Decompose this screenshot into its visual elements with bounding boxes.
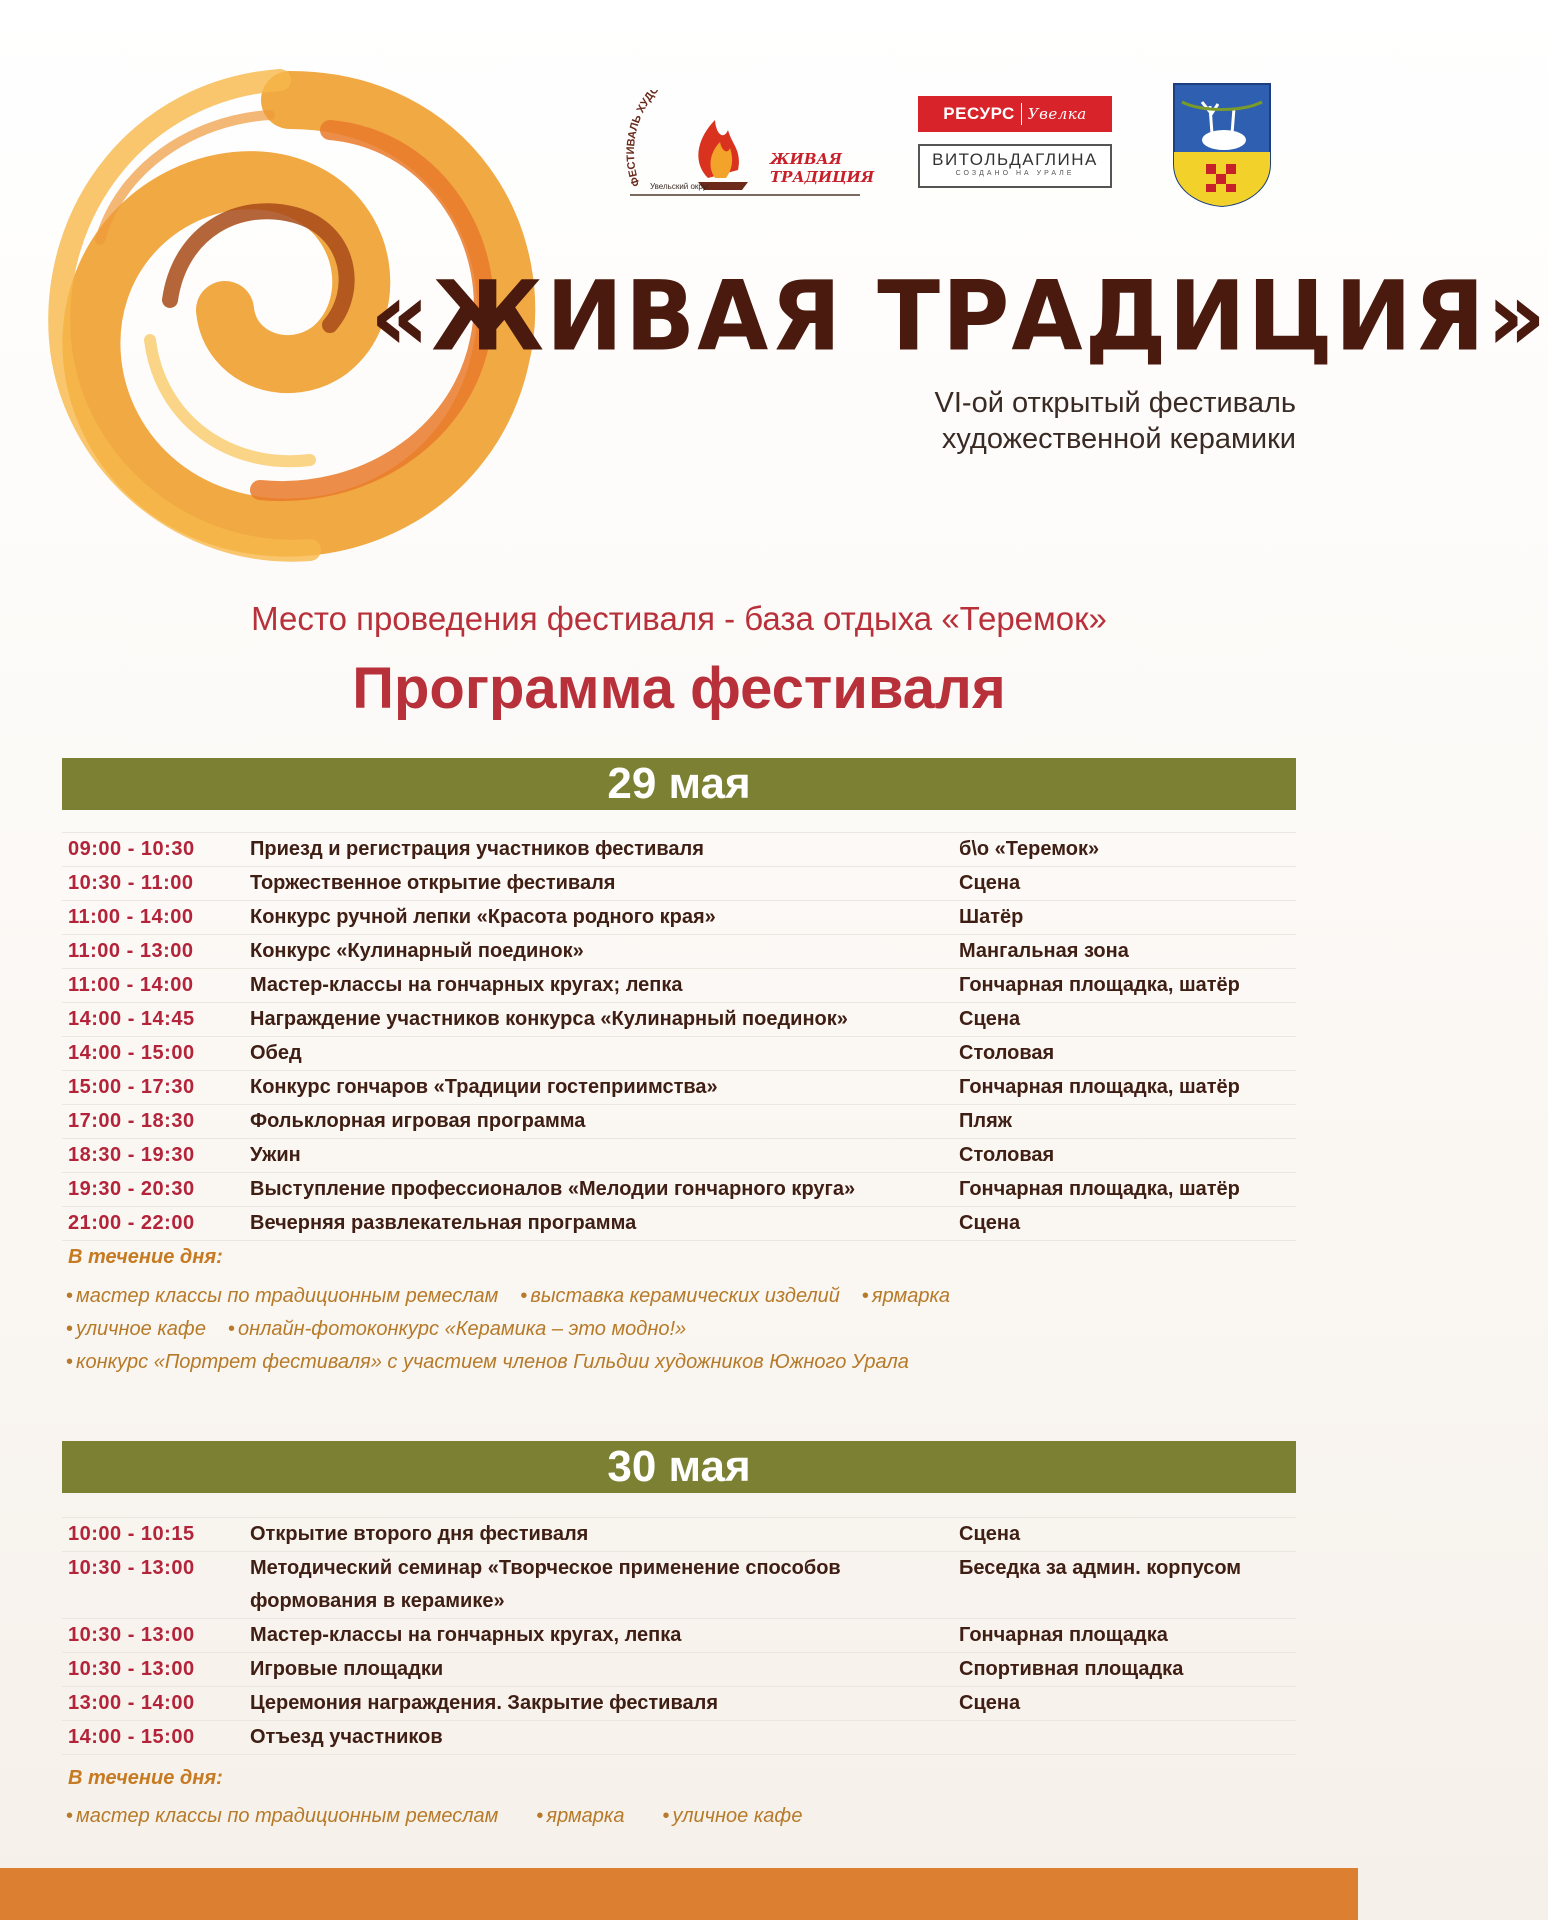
schedule-place: Сцена — [959, 1692, 1021, 1714]
day-2-during-label: В течение дня: — [68, 1767, 223, 1789]
schedule-row — [62, 1172, 1296, 1206]
day-2-header: 30 мая — [62, 1441, 1296, 1493]
schedule-place: Сцена — [959, 1008, 1021, 1030]
schedule-row — [62, 934, 1296, 968]
festival-logo-name: ЖИВАЯ ТРАДИЦИЯ — [770, 150, 875, 186]
schedule-time: 09:00 - 10:30 — [68, 838, 195, 860]
schedule-row — [62, 1551, 1296, 1618]
day-1-during-label: В течение дня: — [68, 1246, 223, 1268]
schedule-event: Фольклорная игровая программа — [250, 1110, 586, 1132]
schedule-row — [62, 900, 1296, 934]
schedule-event: Приезд и регистрация участников фестиваля — [250, 838, 704, 860]
schedule-place: Сцена — [959, 872, 1021, 894]
schedule-event: Игровые площадки — [250, 1658, 444, 1680]
schedule-row — [62, 1686, 1296, 1720]
during-line — [66, 1280, 1296, 1313]
schedule-place: Мангальная зона — [959, 940, 1129, 962]
schedule-time: 11:00 - 14:00 — [68, 974, 194, 996]
schedule-place: Гончарная площадка, шатёр — [959, 974, 1240, 996]
during-line — [66, 1346, 1296, 1379]
schedule-place: Гончарная площадка — [959, 1624, 1168, 1646]
day-1-header: 29 мая — [62, 758, 1296, 810]
during-item: • уличное кафе — [663, 1800, 803, 1833]
during-item: • конкурс «Портрет фестиваля» с участием членов Гильдии художников Южного Урала — [66, 1346, 909, 1379]
schedule-place: Беседка за админ. корпусом — [959, 1557, 1242, 1579]
schedule-row — [62, 866, 1296, 900]
schedule-event: Открытие второго дня фестиваля — [250, 1523, 589, 1545]
during-item: • уличное кафе — [66, 1313, 206, 1346]
schedule-time: 18:30 - 19:30 — [68, 1144, 195, 1166]
schedule-row — [62, 832, 1296, 866]
schedule-time: 14:00 - 14:45 — [68, 1008, 195, 1030]
schedule-event: Обед — [250, 1042, 302, 1064]
schedule-time: 13:00 - 14:00 — [68, 1692, 195, 1714]
schedule-event: Конкурс ручной лепки «Красота родного края» — [250, 906, 716, 928]
schedule-event: Торжественное открытие фестиваля — [250, 872, 616, 894]
schedule-time: 15:00 - 17:30 — [68, 1076, 195, 1098]
festival-logo-district: Увельский округ — [650, 182, 710, 191]
festival-title: «ЖИВАЯ ТРАДИЦИЯ» — [370, 260, 1548, 373]
schedule-place: б\о «Теремок» — [959, 838, 1100, 860]
during-item: • выставка керамических изделий — [520, 1280, 840, 1313]
schedule-place: Столовая — [959, 1042, 1055, 1064]
schedule-row — [62, 1618, 1296, 1652]
during-line — [66, 1313, 1296, 1346]
during-item: • мастер классы по традиционным ремеслам — [66, 1800, 498, 1833]
schedule-event: Церемония награждения. Закрытие фестиваля — [250, 1692, 718, 1714]
schedule-row — [62, 1517, 1296, 1551]
sponsor-resurs-logo — [918, 96, 1112, 132]
day-1-schedule — [62, 832, 1296, 1241]
day-2-schedule — [62, 1517, 1296, 1755]
schedule-place: Шатёр — [959, 906, 1024, 928]
schedule-place: Сцена — [959, 1212, 1021, 1234]
coat-of-arms-icon — [1172, 82, 1272, 208]
schedule-time: 21:00 - 22:00 — [68, 1212, 195, 1234]
schedule-event: Методический семинар «Творческое применение способов формования в керамике» — [250, 1557, 841, 1612]
schedule-row — [62, 1138, 1296, 1172]
sponsor-vitoldaglina-tagline: СОЗДАНО НА УРАЛЕ — [955, 170, 1075, 177]
sponsor-vitoldaglina-logo — [918, 144, 1112, 188]
during-item: • ярмарка — [536, 1800, 624, 1833]
schedule-row — [62, 1070, 1296, 1104]
schedule-row — [62, 1206, 1296, 1241]
schedule-event: Вечерняя развлекательная программа — [250, 1212, 637, 1234]
schedule-event: Выступление профессионалов «Мелодии гончарного круга» — [250, 1178, 856, 1200]
venue-line: Место проведения фестиваля - база отдыха «Теремок» — [251, 600, 1107, 637]
sponsor-uvelka-name: Увелка — [1027, 105, 1087, 123]
schedule-place: Спортивная площадка — [959, 1658, 1184, 1680]
schedule-event: Отъезд участников — [250, 1726, 443, 1748]
schedule-time: 14:00 - 15:00 — [68, 1042, 195, 1064]
day-2-during-list — [66, 1800, 1296, 1833]
program-title: Программа фестиваля — [352, 656, 1006, 721]
schedule-time: 17:00 - 18:30 — [68, 1110, 195, 1132]
schedule-time: 10:30 - 13:00 — [68, 1557, 195, 1579]
schedule-row — [62, 1036, 1296, 1070]
schedule-place: Сцена — [959, 1523, 1021, 1545]
schedule-time: 19:30 - 20:30 — [68, 1178, 195, 1200]
festival-logo-baseline — [630, 194, 860, 196]
schedule-event: Конкурс гончаров «Традиции гостеприимства» — [250, 1076, 718, 1098]
festival-subtitle — [816, 385, 1296, 457]
schedule-place: Пляж — [959, 1110, 1012, 1132]
sponsor-resurs-name: РЕСУРС — [943, 104, 1015, 123]
sponsor-vitoldaglina-name: ВИТОЛЬДАГЛИНА — [932, 150, 1098, 169]
schedule-time: 14:00 - 15:00 — [68, 1726, 195, 1748]
subtitle-line-1: VI-ой открытый фестиваль — [934, 387, 1296, 419]
during-line — [66, 1800, 1296, 1833]
festival-logo — [620, 90, 875, 215]
sponsor-resurs-separator — [1021, 103, 1022, 125]
schedule-event: Мастер-классы на гончарных кругах, лепка — [250, 1624, 682, 1646]
schedule-place: Столовая — [959, 1144, 1055, 1166]
schedule-event: Ужин — [250, 1144, 301, 1166]
schedule-row — [62, 1104, 1296, 1138]
schedule-time: 11:00 - 14:00 — [68, 906, 194, 928]
schedule-event: Награждение участников конкурса «Кулинарный поединок» — [250, 1008, 848, 1030]
subtitle-line-2: художественной керамики — [941, 423, 1296, 455]
schedule-time: 10:00 - 10:15 — [68, 1523, 195, 1545]
day-1-during-list — [66, 1280, 1296, 1379]
schedule-time: 10:30 - 13:00 — [68, 1658, 195, 1680]
schedule-row — [62, 1002, 1296, 1036]
schedule-time: 11:00 - 13:00 — [68, 940, 194, 962]
schedule-row — [62, 1720, 1296, 1755]
festival-logo-arc-text: ФЕСТИВАЛЬ ХУДО — [624, 90, 662, 188]
schedule-event: Конкурс «Кулинарный поединок» — [250, 940, 584, 962]
during-item: • мастер классы по традиционным ремеслам — [66, 1280, 498, 1313]
during-item: • ярмарка — [862, 1280, 950, 1313]
schedule-place: Гончарная площадка, шатёр — [959, 1178, 1240, 1200]
schedule-time: 10:30 - 11:00 — [68, 872, 194, 894]
schedule-place: Гончарная площадка, шатёр — [959, 1076, 1240, 1098]
during-item: • онлайн-фотоконкурс «Керамика – это модно!» — [228, 1313, 686, 1346]
schedule-time: 10:30 - 13:00 — [68, 1624, 195, 1646]
schedule-row — [62, 968, 1296, 1002]
schedule-event: Мастер-классы на гончарных кругах; лепка — [250, 974, 683, 996]
footer-bar — [0, 1868, 1358, 1920]
schedule-row — [62, 1652, 1296, 1686]
